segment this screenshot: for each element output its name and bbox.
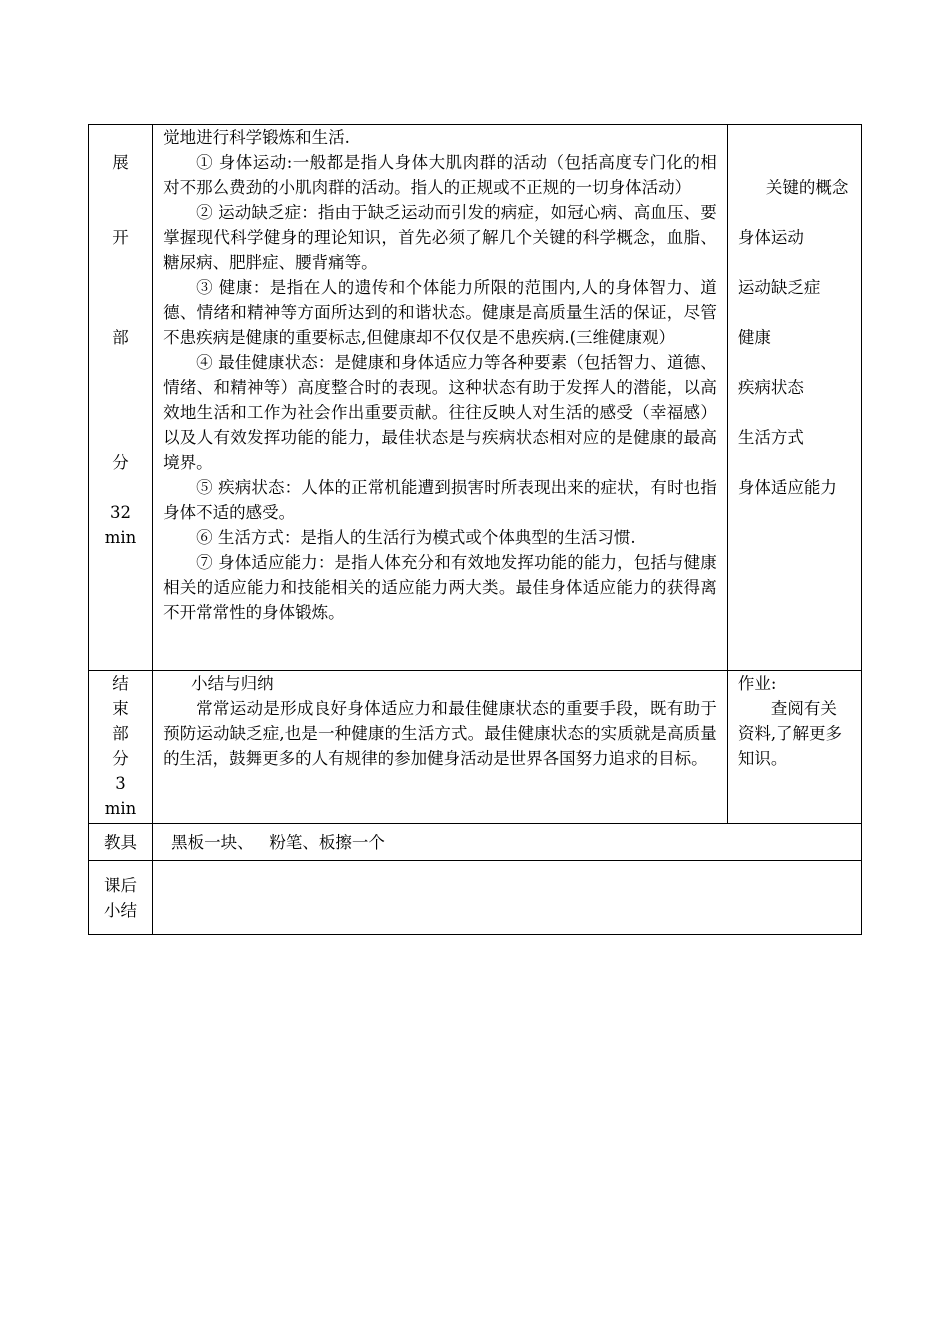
expand-section-label bbox=[89, 125, 153, 671]
concept-item-6: ⑥ 生活方式：是指人的生活行为模式或个体典型的生活习惯. bbox=[196, 528, 636, 547]
section-label-char: 束 bbox=[112, 699, 129, 718]
end-section-content bbox=[153, 671, 728, 824]
reflection-label-line: 小结 bbox=[104, 900, 138, 920]
expand-section-row bbox=[89, 125, 862, 671]
end-section-row bbox=[89, 671, 862, 824]
concept-item-1: ① 身体运动:一般都是指人身体大肌肉群的活动（包括高度专门化的相对不那么费劲的小肌肉群的活动。指人的正规或不正规的一切身体活动） bbox=[163, 153, 717, 197]
duration-unit: min bbox=[104, 799, 137, 818]
summary-heading: 小结与归纳 bbox=[191, 674, 274, 693]
reflection-row bbox=[89, 861, 862, 935]
duration-unit: min bbox=[104, 528, 137, 547]
tools-row bbox=[89, 824, 862, 861]
intro-text: 觉地进行科学锻炼和生活. bbox=[163, 128, 350, 147]
duration-number: 32 bbox=[110, 503, 132, 522]
reflection-label-line: 课后 bbox=[104, 875, 138, 895]
reflection-label bbox=[89, 861, 153, 935]
section-label-char: 开 bbox=[112, 228, 129, 247]
expand-section-content bbox=[153, 125, 728, 671]
section-label-char: 结 bbox=[112, 674, 129, 693]
tools-value: 黑板一块、 粉笔、板擦一个 bbox=[153, 824, 862, 861]
lesson-plan-table bbox=[88, 124, 862, 935]
key-term: 生活方式 bbox=[737, 428, 804, 447]
end-section-label bbox=[89, 671, 153, 824]
section-label-char: 分 bbox=[112, 749, 129, 768]
concept-item-5: ⑤ 疾病状态：人体的正常机能遭到损害时所表现出来的症状，有时也指身体不适的感受。 bbox=[163, 478, 717, 522]
concept-item-3: ③ 健康：是指在人的遗传和个体能力所限的范围内,人的身体智力、道德、情绪和精神等方面所达到的和谐状态。健康是高质量生活的保证，尽管不患疾病是健康的重要标志,但健康却不仅仅是不患疾病.(三维健康观） bbox=[163, 278, 717, 347]
key-term: 疾病状态 bbox=[737, 378, 804, 397]
section-label-char: 部 bbox=[112, 328, 129, 347]
key-term: 身体运动 bbox=[737, 228, 804, 247]
duration-number: 3 bbox=[115, 774, 126, 793]
reflection-value bbox=[153, 861, 862, 935]
key-term: 运动缺乏症 bbox=[737, 278, 821, 297]
expand-section-notes bbox=[727, 125, 861, 671]
summary-body: 常常运动是形成良好身体适应力和最佳健康状态的重要手段，既有助于预防运动缺乏症,也是一种健康的生活方式。最佳健康状态的实质就是高质量的生活，鼓舞更多的人有规律的参加健身活动是世界各国努力追求的目标。 bbox=[163, 699, 717, 768]
key-concepts-heading: 关键的概念 bbox=[765, 178, 849, 197]
section-label-char: 部 bbox=[112, 724, 129, 743]
homework-heading: 作业: bbox=[737, 674, 777, 693]
key-term: 健康 bbox=[737, 328, 771, 347]
section-label-char: 展 bbox=[112, 153, 129, 172]
section-label-char: 分 bbox=[112, 453, 129, 472]
homework-notes bbox=[727, 671, 861, 824]
homework-body: 查阅有关资料,了解更多知识。 bbox=[737, 699, 843, 768]
tools-label: 教具 bbox=[89, 824, 153, 861]
concept-item-7: ⑦ 身体适应能力：是指人体充分和有效地发挥功能的能力，包括与健康相关的适应能力和技能相关的适应能力两大类。最佳身体适应能力的获得离不开常常性的身体锻炼。 bbox=[163, 553, 717, 622]
key-term: 身体适应能力 bbox=[737, 478, 837, 497]
concept-item-2: ② 运动缺乏症：指由于缺乏运动而引发的病症，如冠心病、高血压、要掌握现代科学健身的理论知识，首先必须了解几个关键的科学概念，血脂、糖尿病、肥胖症、腰背痛等。 bbox=[163, 203, 717, 272]
concept-item-4: ④ 最佳健康状态：是健康和身体适应力等各种要素（包括智力、道德、情绪、和精神等）高度整合时的表现。这种状态有助于发挥人的潜能，以高效地生活和工作为社会作出重要贡献。往往反映人对生活的感受（幸福感）以及人有效发挥功能的能力，最佳状态是与疾病状态相对应的是健康的最高境界。 bbox=[163, 353, 717, 472]
